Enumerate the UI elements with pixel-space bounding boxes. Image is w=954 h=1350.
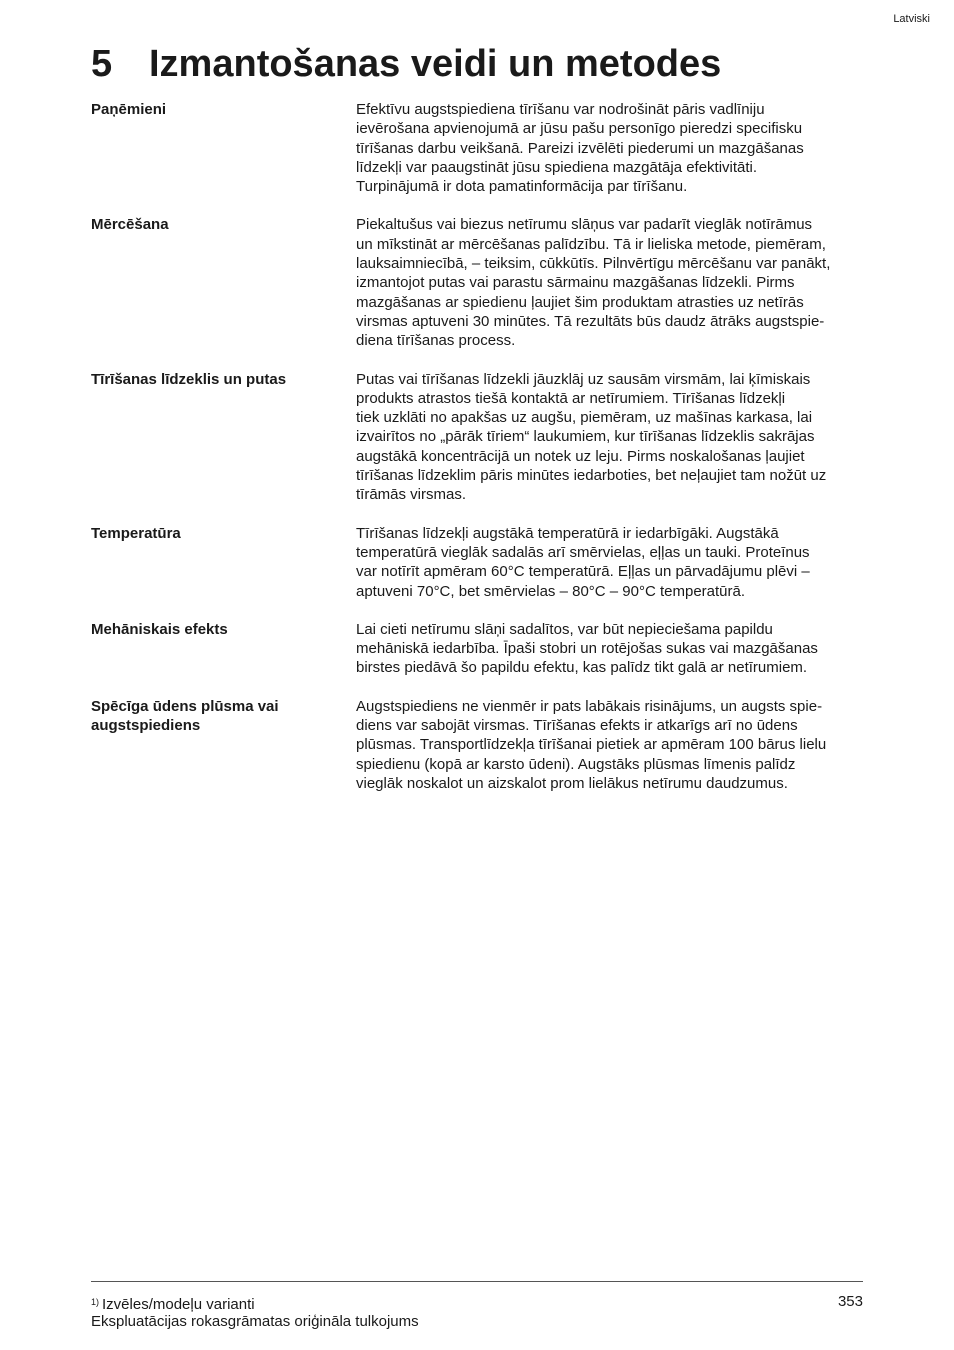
body-line: Piekaltušus vai biezus netīrumu slāņus var padarīt vieglāk notīrāmus: [356, 216, 813, 234]
body-line: birstes piedāvā šo papildu efektu, kas palīdz tikt galā ar netīrumiem.: [356, 659, 808, 677]
section-label: Mehāniskais efekts: [91, 620, 228, 638]
section-body: [356, 620, 863, 678]
language-label: Latviski: [893, 13, 930, 25]
chapter-heading: [91, 38, 721, 90]
body-line: mazgāšanas ar spiedienu ļaujiet šim produktam atrasties uz netīrās: [356, 293, 804, 311]
body-line: Augstspiediens ne vienmēr ir pats labākais risinājums, un augsts spie-: [356, 697, 823, 715]
body-line: mehāniskā iedarbība. Īpaši stobri un rotējošas sukas vai mazgāšanas: [356, 640, 818, 658]
body-line: diena tīrīšanas process.: [356, 332, 516, 350]
body-line: un mīkstināt ar mērcēšanas palīdzību. Tā ir lieliska metode, piemēram,: [356, 235, 826, 253]
section-tirisanas-lidzeklis: [91, 370, 863, 505]
body-line: Lai cieti netīrumu slāņi sadalītos, var būt nepieciešama papildu: [356, 620, 773, 638]
section-panemieni: [91, 100, 863, 196]
section-body: [356, 100, 863, 196]
section-mehaniskais-efekts: [91, 620, 863, 678]
footer-subtitle: Ekspluatācijas rokasgrāmatas oriģināla tulkojums: [91, 1313, 419, 1330]
body-line: virsmas aptuveni 30 minūtes. Tā rezultāts būs daudz ātrāks augstspie-: [356, 312, 825, 330]
body-line: vieglāk noskalot un aizskalot prom lielākus netīrumu daudzumus.: [356, 774, 788, 792]
body-line: tiek uzklāti no apakšas uz augšu, piemēram, uz mašīnas karkasa, lai: [356, 409, 813, 427]
section-mercesana: [91, 215, 863, 350]
body-line: Turpinājumā ir dota pamatinformācija par tīrīšanu.: [356, 178, 688, 196]
section-udens-plusma: [91, 697, 863, 793]
body-line: līdzekļi var paaugstināt jūsu spiediena mazgātāja efektivitāti.: [356, 158, 758, 176]
footer-divider: [91, 1281, 863, 1282]
section-label: Tīrīšanas līdzeklis un putas: [91, 370, 287, 388]
section-body: [356, 370, 863, 505]
body-line: aptuveni 70°C, bet smērvielas – 80°C – 90°C temperatūrā.: [356, 582, 746, 600]
body-line: spiedienu (kopā ar karsto ūdeni). Augstāks plūsmas līmenis palīdz: [356, 755, 796, 773]
body-line: var notīrīt apmēram 60°C temperatūrā. Eļļas un pārvadājumu plēvi –: [356, 563, 810, 581]
page-number: 353: [837, 1293, 863, 1310]
body-line: ievērošana apvienojumā ar jūsu pašu personīgo pieredzi specifisku: [356, 120, 803, 138]
body-line: izvairītos no „pārāk tīriem“ laukumiem, kur tīrīšanas līdzeklis sakrājas: [356, 428, 815, 446]
body-line: plūsmas. Transportlīdzekļa tīrīšanai pietiek ar apmēram 100 bārus lielu: [356, 736, 827, 754]
section-label: Temperatūra: [91, 524, 181, 542]
section-body: [356, 215, 863, 350]
body-line: augstākā koncentrācijā un notek uz leju. Pirms noskalošanas ļaujiet: [356, 447, 805, 465]
body-line: Putas vai tīrīšanas līdzekli jāuzklāj uz sausām virsmām, lai ķīmiskais: [356, 370, 811, 388]
section-body: [356, 524, 863, 601]
body-line: izmantojot putas vai parastu sārmainu mazgāšanas līdzekli. Pirms: [356, 274, 795, 292]
body-line: tīrīšanas līdzeklim pāris minūtes iedarboties, bet neļaujiet tam nožūt uz: [356, 467, 827, 485]
section-body: [356, 697, 863, 793]
body-line: tīrīšanas darbu veikšanā. Pareizi izvēlēti piederumi un mazgāšanas: [356, 139, 804, 157]
section-label: Mērcēšana: [91, 216, 169, 234]
footnote-text: Izvēles/modeļu varianti: [102, 1296, 255, 1313]
body-line: lauksaimniecībā, – teiksim, cūkkūtīs. Pilnvērtīgu mērcēšanu var panākt,: [356, 255, 831, 273]
body-line: temperatūrā vieglāk sadalās arī smērvielas, eļļas un tauki. Proteīnus: [356, 543, 810, 561]
footnote-marker: 1): [91, 1297, 100, 1307]
sections-container: [91, 100, 863, 812]
body-line: Tīrīšanas līdzekļi augstākā temperatūrā ir iedarbīgāki. Augstākā: [356, 524, 779, 542]
chapter-number: 5: [91, 43, 113, 85]
section-temperatura: [91, 524, 863, 601]
section-label: Spēcīga ūdens plūsma vai augstspiediens: [91, 697, 279, 735]
section-label: Paņēmieni: [91, 101, 167, 118]
chapter-title: Izmantošanas veidi un metodes: [149, 43, 722, 85]
body-line: diens var sabojāt virsmas. Tīrīšanas efekts ir atkarīgs arī no ūdens: [356, 717, 798, 735]
body-line: Efektīvu augstspiediena tīrīšanu var nodrošināt pāris vadlīniju: [356, 101, 765, 118]
body-line: produkts atrastos tiešā kontaktā ar netīrumiem. Tīrīšanas līdzekļi: [356, 389, 786, 407]
body-line: tīrāmās virsmas.: [356, 486, 467, 504]
